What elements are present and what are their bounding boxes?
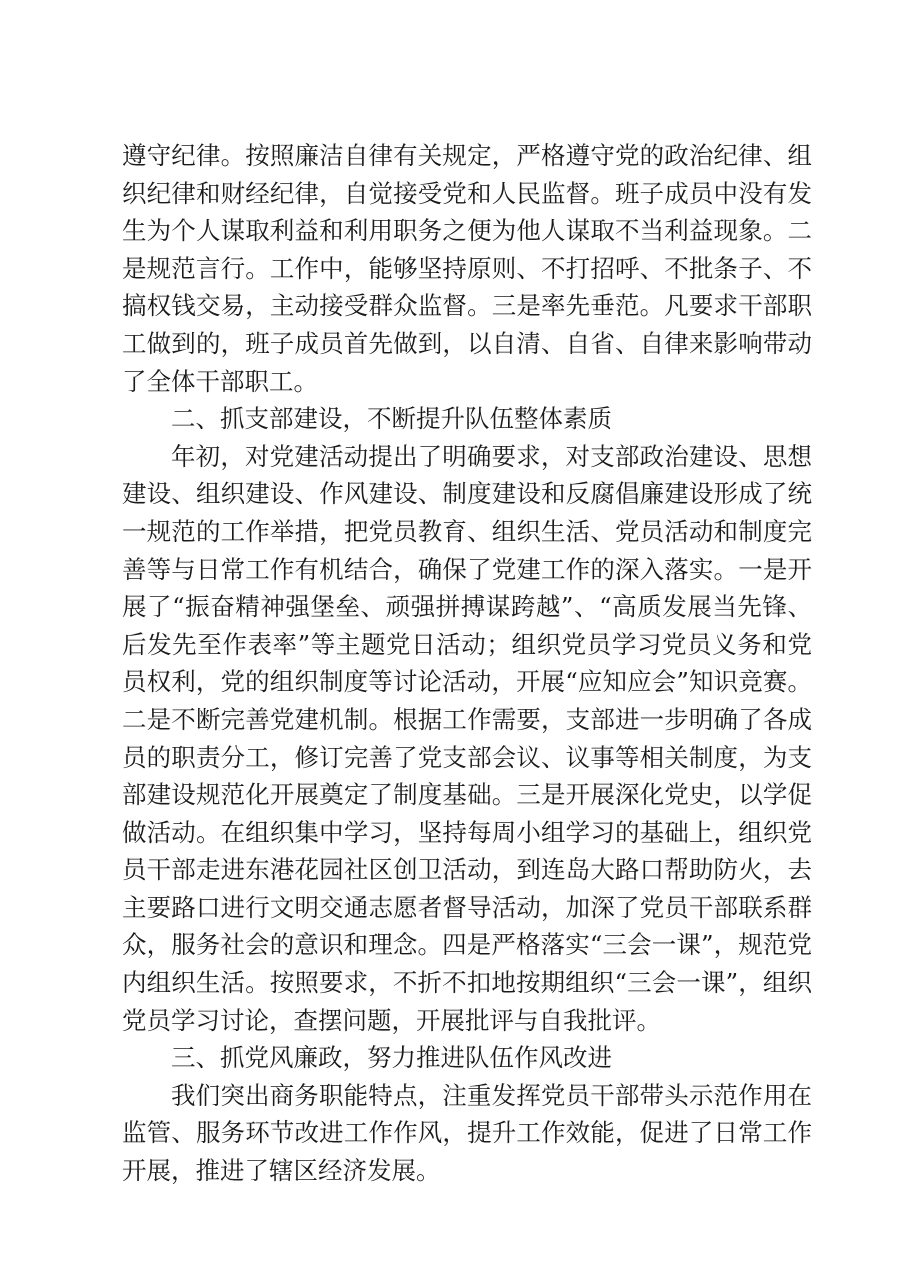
document-body: [122, 137, 812, 1190]
section-heading-branch-building: 二、抓支部建设，不断提升队伍整体素质: [171, 404, 612, 434]
paragraph-branch-building: 年初，对党建活动提出了明确要求，对支部政治建设、思想建设、组织建设、作风建设、制度建设和反腐倡廉建设形成了统一规范的工作举措，把党员教育、组织生活、党员活动和制度完善等与日常工作有机结合，确保了党建工作的深入落实。一是开展了“振奋精神强堡垒、顽强拼搏谋跨越”、“高质发展当先锋、后发先至作表率”等主题党日活动；组织党员学习党员义务和党员权利，党的组织制度等讨论活动，开展“应知应会”知识竞赛。二是不断完善党建机制。根据工作需要，支部进一步明确了各成员的职责分工，修订完善了党支部会议、议事等相关制度，为支部建设规范化开展奠定了制度基础。三是开展深化党史，以学促做活动。在组织集中学习，坚持每周小组学习的基础上，组织党员干部走进东港花园社区创卫活动，到连岛大路口帮助防火，去主要路口进行文明交通志愿者督导活动，加深了党员干部联系群众，服务社会的意识和理念。四是严格落实“三会一课”，规范党内组织生活。按照要求，不折不扣地按期组织“三会一课”，组织党员学习讨论，查摆问题，开展批评与自我批评。: [122, 441, 812, 1035]
paragraph-discipline: 遵守纪律。按照廉洁自律有关规定，严格遵守党的政治纪律、组织纪律和财经纪律，自觉接受党和人民监督。班子成员中没有发生为个人谋取利益和利用职务之便为他人谋取不当利益现象。二是规范言行。工作中，能够坚持原则、不打招呼、不批条子、不搞权钱交易，主动接受群众监督。三是率先垂范。凡要求干部职工做到的，班子成员首先做到，以自清、自省、自律来影响带动了全体干部职工。: [122, 141, 812, 396]
section-heading-clean-governance: 三、抓党风廉政，努力推进队伍作风改进: [171, 1043, 612, 1073]
paragraph-clean-governance: 我们突出商务职能特点，注重发挥党员干部带头示范作用在监管、服务环节改进工作作风，提升工作效能，促进了日常工作开展，推进了辖区经济发展。: [122, 1080, 812, 1186]
